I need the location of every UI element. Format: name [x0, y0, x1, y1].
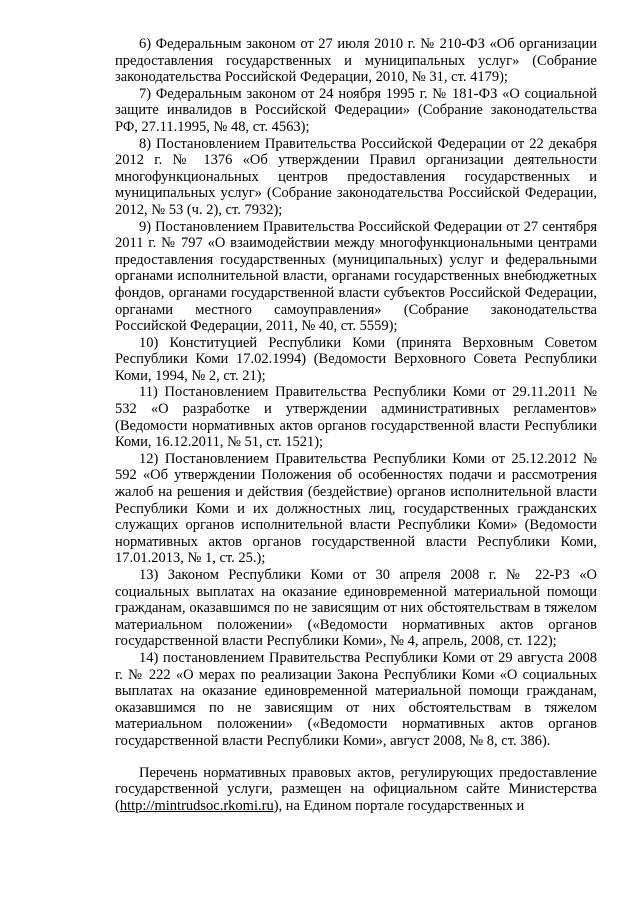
- list-item-9: 9) Постановлением Правительства Российской Федерации от 27 сентября 2011 г. № 797 «О взаимодействии между многофункциональными центрами предоставления государственных (муниципальных) услуг и федеральными органами исполнительной власти, органами государственных внебюджетных фондов, органами государственной власти субъектов Российской Федерации, органами местного самоуправления» (Собрание законодательства Российской Федерации, 2011, № 40, ст. 5559);: [115, 218, 597, 335]
- list-item-12: 12) Постановлением Правительства Республики Коми от 25.12.2012 № 592 «Об утверждении Положения об особенностях подачи и рассмотрения жалоб на решения и действия (бездействие) органов исполнительной власти Республики Коми и их должностных лиц, государственных гражданских служащих органов исполнительной власти Республики Коми» (Ведомости нормативных актов органов государственной власти Республики Коми, 17.01.2013, № 1, ст. 25.);: [115, 450, 597, 567]
- list-item-14: 14) постановлением Правительства Республики Коми от 29 августа 2008 г. № 222 «О мерах по реализации Закона Республики Коми «О социальных выплатах на оказание единовременной материальной помощи гражданам, оказавшимся по не зависящим от них обстоятельствам в тяжелом материальном положении» («Ведомости нормативных актов органов государственной власти Республики Коми», август 2008, № 8, ст. 386).: [115, 649, 597, 749]
- document-page: [115, 36, 597, 814]
- closing-text-start: Перечень нормативных правовых актов, регулирующих предоставление государственной услуги, размещен на официальном сайте Министерства (: [115, 764, 597, 814]
- closing-paragraph: [115, 765, 597, 815]
- list-item-10: 10) Конституцией Республики Коми (принята Верховным Советом Республики Коми 17.02.1994) (Ведомости Верховного Совета Республики Коми, 1994, № 2, ст. 21);: [115, 334, 597, 384]
- ministry-website-link[interactable]: http://mintrudsoc.rkomi.ru: [119, 797, 274, 814]
- closing-text-end: ), на Едином портале государственных и: [273, 797, 525, 814]
- list-item-6: 6) Федеральным законом от 27 июля 2010 г. № 210-ФЗ «Об организации предоставления государственных и муниципальных услуг» (Собрание законодательства Российской Федерации, 2010, № 31, ст. 4179);: [115, 36, 597, 86]
- list-item-13: 13) Законом Республики Коми от 30 апреля 2008 г. № 22-РЗ «О социальных выплатах на оказание единовременной материальной помощи гражданам, оказавшимся по не зависящим от них обстоятельствам в тяжелом материальном положении» («Ведомости нормативных актов органов государственной власти Республики Коми», № 4, апрель, 2008, ст. 122);: [115, 567, 597, 650]
- list-item-8: 8) Постановлением Правительства Российской Федерации от 22 декабря 2012 г. № 1376 «Об утверждении Правил организации деятельности многофункциональных центров предоставления государственных и муниципальных услуг» (Собрание законодательства Российской Федерации, 2012, № 53 (ч. 2), ст. 7932);: [115, 135, 597, 218]
- list-item-7: 7) Федеральным законом от 24 ноября 1995 г. № 181-ФЗ «О социальной защите инвалидов в Российской Федерации» (Собрание законодательства РФ, 27.11.1995, № 48, ст. 4563);: [115, 85, 597, 135]
- list-item-11: 11) Постановлением Правительства Республики Коми от 29.11.2011 № 532 «О разработке и утверждении административных регламентов» (Ведомости нормативных актов органов государственной власти Республики Коми, 16.12.2011, № 51, ст. 1521);: [115, 384, 597, 451]
